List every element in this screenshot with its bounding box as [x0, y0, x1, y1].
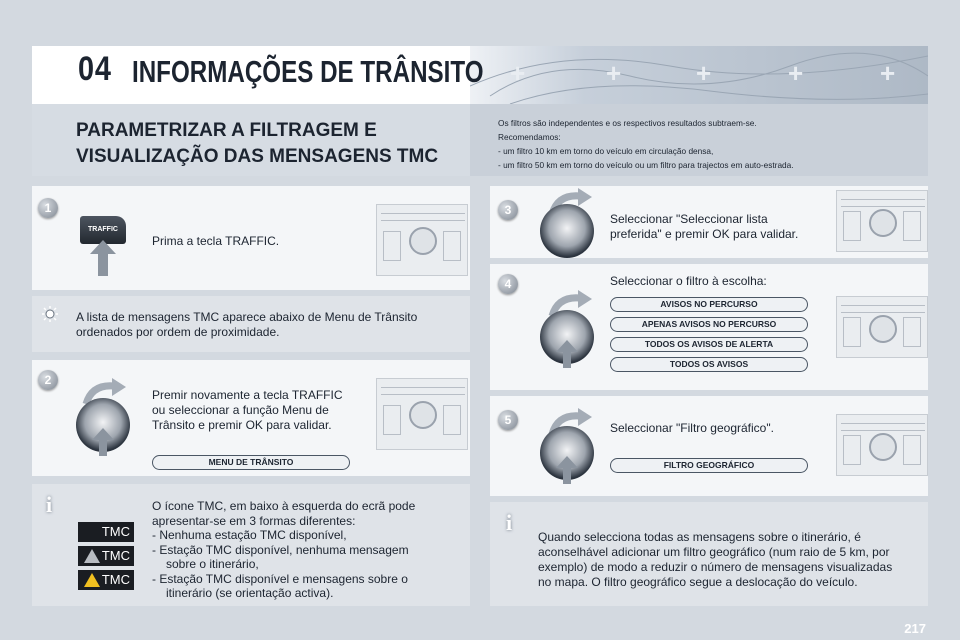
step-number-badge: 3: [498, 200, 518, 220]
geo-info-text: [538, 530, 892, 590]
section-title-line: PARAMETRIZAR A FILTRAGEM E: [76, 120, 377, 141]
step3-line: Seleccionar "Seleccionar lista: [610, 212, 768, 226]
step-number-badge: 2: [38, 370, 58, 390]
tmc-icon-none: TMC: [78, 522, 134, 542]
control-dial-icon: [540, 204, 594, 258]
step-number-badge: 4: [498, 274, 518, 294]
info-icon: i: [505, 510, 513, 535]
note-line: Os filtros são independentes e os respectivos resultados subtraem-se.: [498, 118, 757, 128]
geo-line: aconselhável adicionar um filtro geográfico (num raio de 5 km, por: [538, 545, 890, 559]
section-title: [76, 118, 438, 170]
step-number-badge: 5: [498, 410, 518, 430]
step5-text: Seleccionar "Filtro geográfico".: [610, 421, 774, 435]
info-icon: i: [45, 492, 53, 517]
step3-line: preferida" e premir OK para validar.: [610, 227, 799, 241]
geo-line: no mapa. O filtro geográfico segue a deslocação do veículo.: [538, 575, 858, 589]
tmc-line: O ícone TMC, em baixo à esquerda do ecrã pode: [152, 499, 416, 513]
tmc-label: TMC: [101, 548, 130, 563]
tmc-icon-available: [78, 546, 134, 566]
note-line: - um filtro 10 km em torno do veículo em circulação densa,: [498, 146, 714, 156]
geo-line: Quando selecciona todas as mensagens sobre o itinerário, é: [538, 530, 861, 544]
filter-option-avisos-no-percurso[interactable]: AVISOS NO PERCURSO: [610, 297, 808, 312]
note-line: Recomendamos:: [498, 132, 561, 142]
plus-icon: +: [510, 58, 526, 88]
page-number: 217: [904, 621, 926, 636]
step2-text: [152, 388, 343, 433]
press-arrow-icon: [90, 240, 116, 276]
tmc-line: - Estação TMC disponível e mensagens sobre o: [152, 571, 408, 586]
header-map-decoration: [470, 46, 928, 104]
chapter-number: 04: [78, 50, 112, 88]
press-arrow-icon: [556, 456, 578, 484]
tmc-warning-icon: [84, 573, 100, 587]
step4-text: Seleccionar o filtro à escolha:: [610, 274, 767, 288]
plus-icon: +: [880, 58, 896, 88]
tip-line: A lista de mensagens TMC aparece abaixo de Menu de Trânsito: [76, 310, 418, 324]
geo-line: exemplo) de modo a reduzir o número de mensagens visualizadas: [538, 560, 893, 574]
menu-de-transito-option[interactable]: MENU DE TRÂNSITO: [152, 455, 350, 470]
chapter-title: INFORMAÇÕES DE TRÂNSITO: [132, 54, 484, 89]
filtro-geografico-option[interactable]: FILTRO GEOGRÁFICO: [610, 458, 808, 473]
step-number-badge: 1: [38, 198, 58, 218]
tmc-line: - Nenhuma estação TMC disponível,: [152, 528, 347, 542]
tmc-label: TMC: [101, 572, 130, 587]
tip-text: [76, 310, 417, 340]
press-arrow-icon: [556, 340, 578, 368]
step2-line: ou seleccionar a função Menu de: [152, 403, 329, 417]
tmc-icon-messages: [78, 570, 134, 590]
plus-icon: +: [696, 58, 712, 88]
step2-line: Premir novamente a tecla TRAFFIC: [152, 388, 343, 402]
step2-line: Trânsito e premir OK para validar.: [152, 418, 332, 432]
tmc-triangle-icon: [84, 549, 100, 563]
light-bulb-icon: [42, 306, 58, 322]
tmc-line: itinerário (se orientação activa).: [166, 586, 334, 600]
plus-icon: +: [788, 58, 804, 88]
tmc-line: apresentar-se em 3 formas diferentes:: [152, 513, 356, 528]
tip-line: ordenados por ordem de proximidade.: [76, 325, 280, 339]
radio-unit-icon: [376, 378, 468, 450]
radio-unit-icon: [836, 190, 928, 252]
filter-option-todos-avisos[interactable]: TODOS OS AVISOS: [610, 357, 808, 372]
filter-option-apenas-avisos[interactable]: APENAS AVISOS NO PERCURSO: [610, 317, 808, 332]
filters-note: [498, 116, 918, 172]
traffic-key-icon: TRAFFIC: [80, 216, 126, 244]
radio-unit-icon: [836, 414, 928, 476]
step1-text: Prima a tecla TRAFFIC.: [152, 234, 280, 248]
plus-icon: +: [606, 58, 622, 88]
radio-unit-icon: [376, 204, 468, 276]
tmc-line: sobre o itinerário,: [166, 557, 259, 571]
tmc-line: - Estação TMC disponível, nenhuma mensagem: [152, 542, 409, 557]
filter-option-avisos-alerta[interactable]: TODOS OS AVISOS DE ALERTA: [610, 337, 808, 352]
step3-text: [610, 212, 798, 242]
radio-unit-icon: [836, 296, 928, 358]
tmc-info-text: [152, 499, 415, 601]
press-arrow-icon: [92, 428, 114, 456]
section-title-line: VISUALIZAÇÃO DAS MENSAGENS TMC: [76, 146, 439, 167]
note-line: - um filtro 50 km em torno do veículo ou um filtro para trajectos em auto-estrada.: [498, 160, 794, 170]
